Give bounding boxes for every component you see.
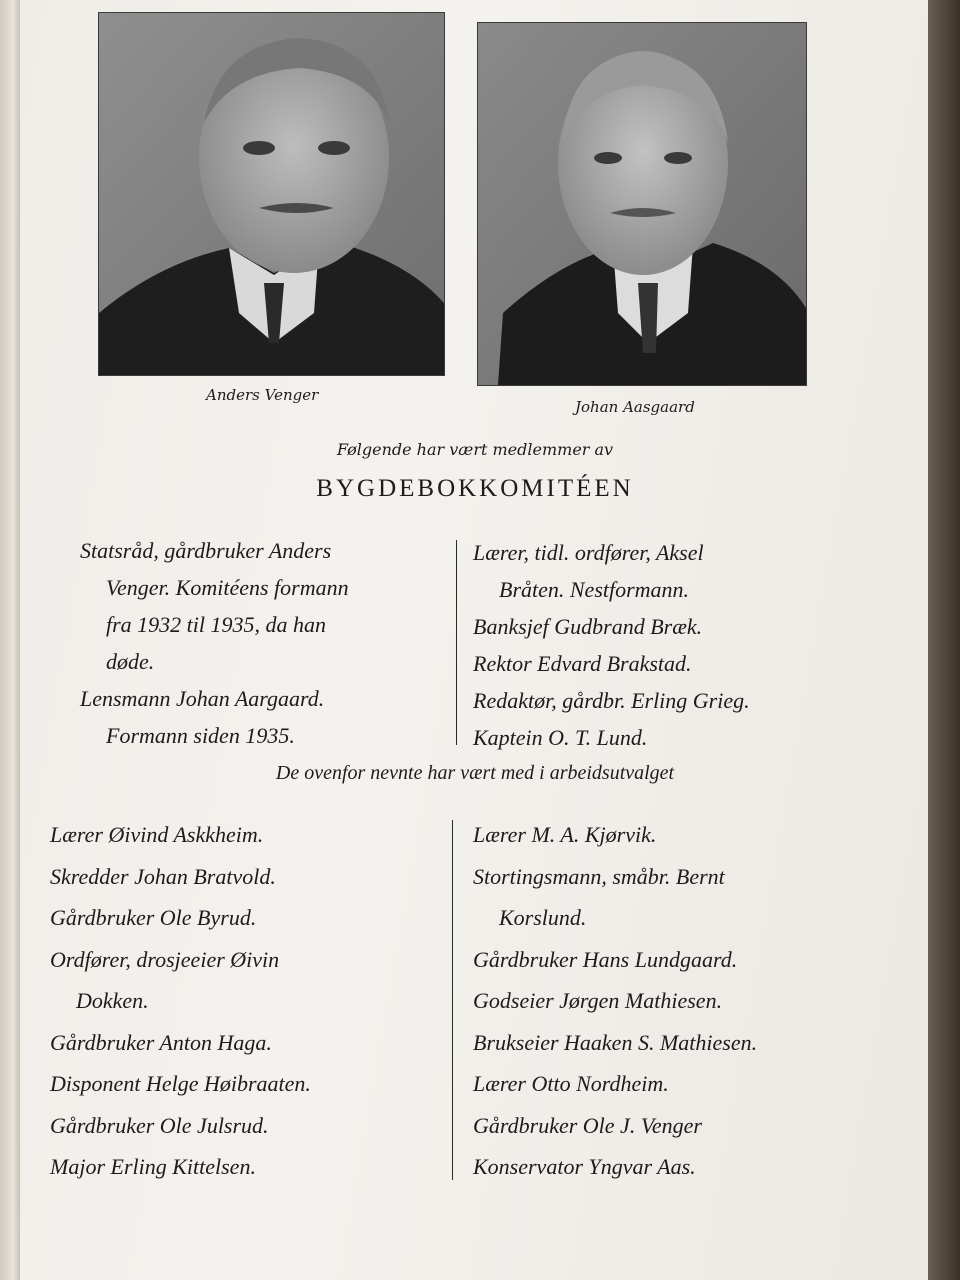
portrait-anders-venger [98, 12, 445, 376]
member-right-line: Gårdbruker Hans Lundgaard. [473, 946, 738, 972]
committee-right-line: Banksjef Gudbrand Bræk. [473, 614, 703, 639]
portrait-johan-aasgaard [477, 22, 807, 386]
portrait-caption-left: Anders Venger [206, 386, 319, 404]
portrait-caption-right: Johan Aasgaard [575, 398, 695, 416]
book-edge-shadow [928, 0, 960, 1280]
members-divider [452, 820, 453, 1180]
member-left-line: Gårdbruker Ole Julsrud. [50, 1112, 269, 1138]
member-left-line: Lærer Øivind Askkheim. [50, 822, 264, 847]
committee-right-line: Rektor Edvard Brakstad. [473, 651, 692, 676]
book-spine [0, 0, 22, 1280]
committee-left-line: Venger. Komitéens formann [106, 575, 349, 600]
working-group-note: De ovenfor nevnte har vært med i arbeidsutvalget [275, 762, 675, 784]
committee-left-line: døde. [106, 649, 155, 674]
committee-right-line: Bråten. Nestformann. [499, 577, 690, 602]
committee-right-line: Lærer, tidl. ordfører, Aksel [473, 540, 704, 565]
committee-left-line: Lensmann Johan Aargaard. [80, 686, 325, 711]
members-right-column [473, 814, 923, 1188]
member-right-line: Stortingsmann, småbr. Bernt [473, 863, 725, 889]
member-left-line: Ordfører, drosjeeier Øivin [50, 946, 280, 972]
committee-left-line: Statsråd, gårdbruker Anders [80, 538, 332, 563]
member-left-line: Dokken. [76, 988, 149, 1013]
member-right-line: Godseier Jørgen Mathiesen. [473, 988, 723, 1013]
committee-right-line: Kaptein O. T. Lund. [473, 725, 648, 750]
member-left-line: Gårdbruker Ole Byrud. [50, 905, 257, 930]
member-right-line: Lærer M. A. Kjørvik. [473, 822, 657, 847]
committee-left-line: fra 1932 til 1935, da han [106, 612, 327, 637]
member-left-line: Major Erling Kittelsen. [50, 1154, 256, 1179]
member-right-line: Konservator Yngvar Aas. [473, 1154, 696, 1179]
members-left-column [50, 814, 460, 1188]
member-right-line: Gårdbruker Ole J. Venger [473, 1112, 702, 1138]
committee-right-line: Redaktør, gårdbr. Erling Grieg. [473, 688, 750, 713]
committee-left-column [80, 532, 450, 754]
intro-text: Følgende har vært medlemmer av [336, 440, 614, 459]
member-right-line: Brukseier Haaken S. Mathiesen. [473, 1029, 758, 1055]
member-left-line: Disponent Helge Høibraaten. [50, 1071, 311, 1096]
member-right-line: Korslund. [499, 905, 587, 930]
section-heading: BYGDEBOKKOMITÉEN [316, 475, 634, 502]
committee-right-column [473, 534, 913, 756]
committee-left-line: Formann siden 1935. [106, 723, 295, 748]
member-left-line: Skredder Johan Bratvold. [50, 863, 276, 889]
member-right-line: Lærer Otto Nordheim. [473, 1071, 669, 1096]
committee-divider [456, 540, 457, 745]
book-page [20, 0, 930, 1280]
member-left-line: Gårdbruker Anton Haga. [50, 1029, 272, 1055]
